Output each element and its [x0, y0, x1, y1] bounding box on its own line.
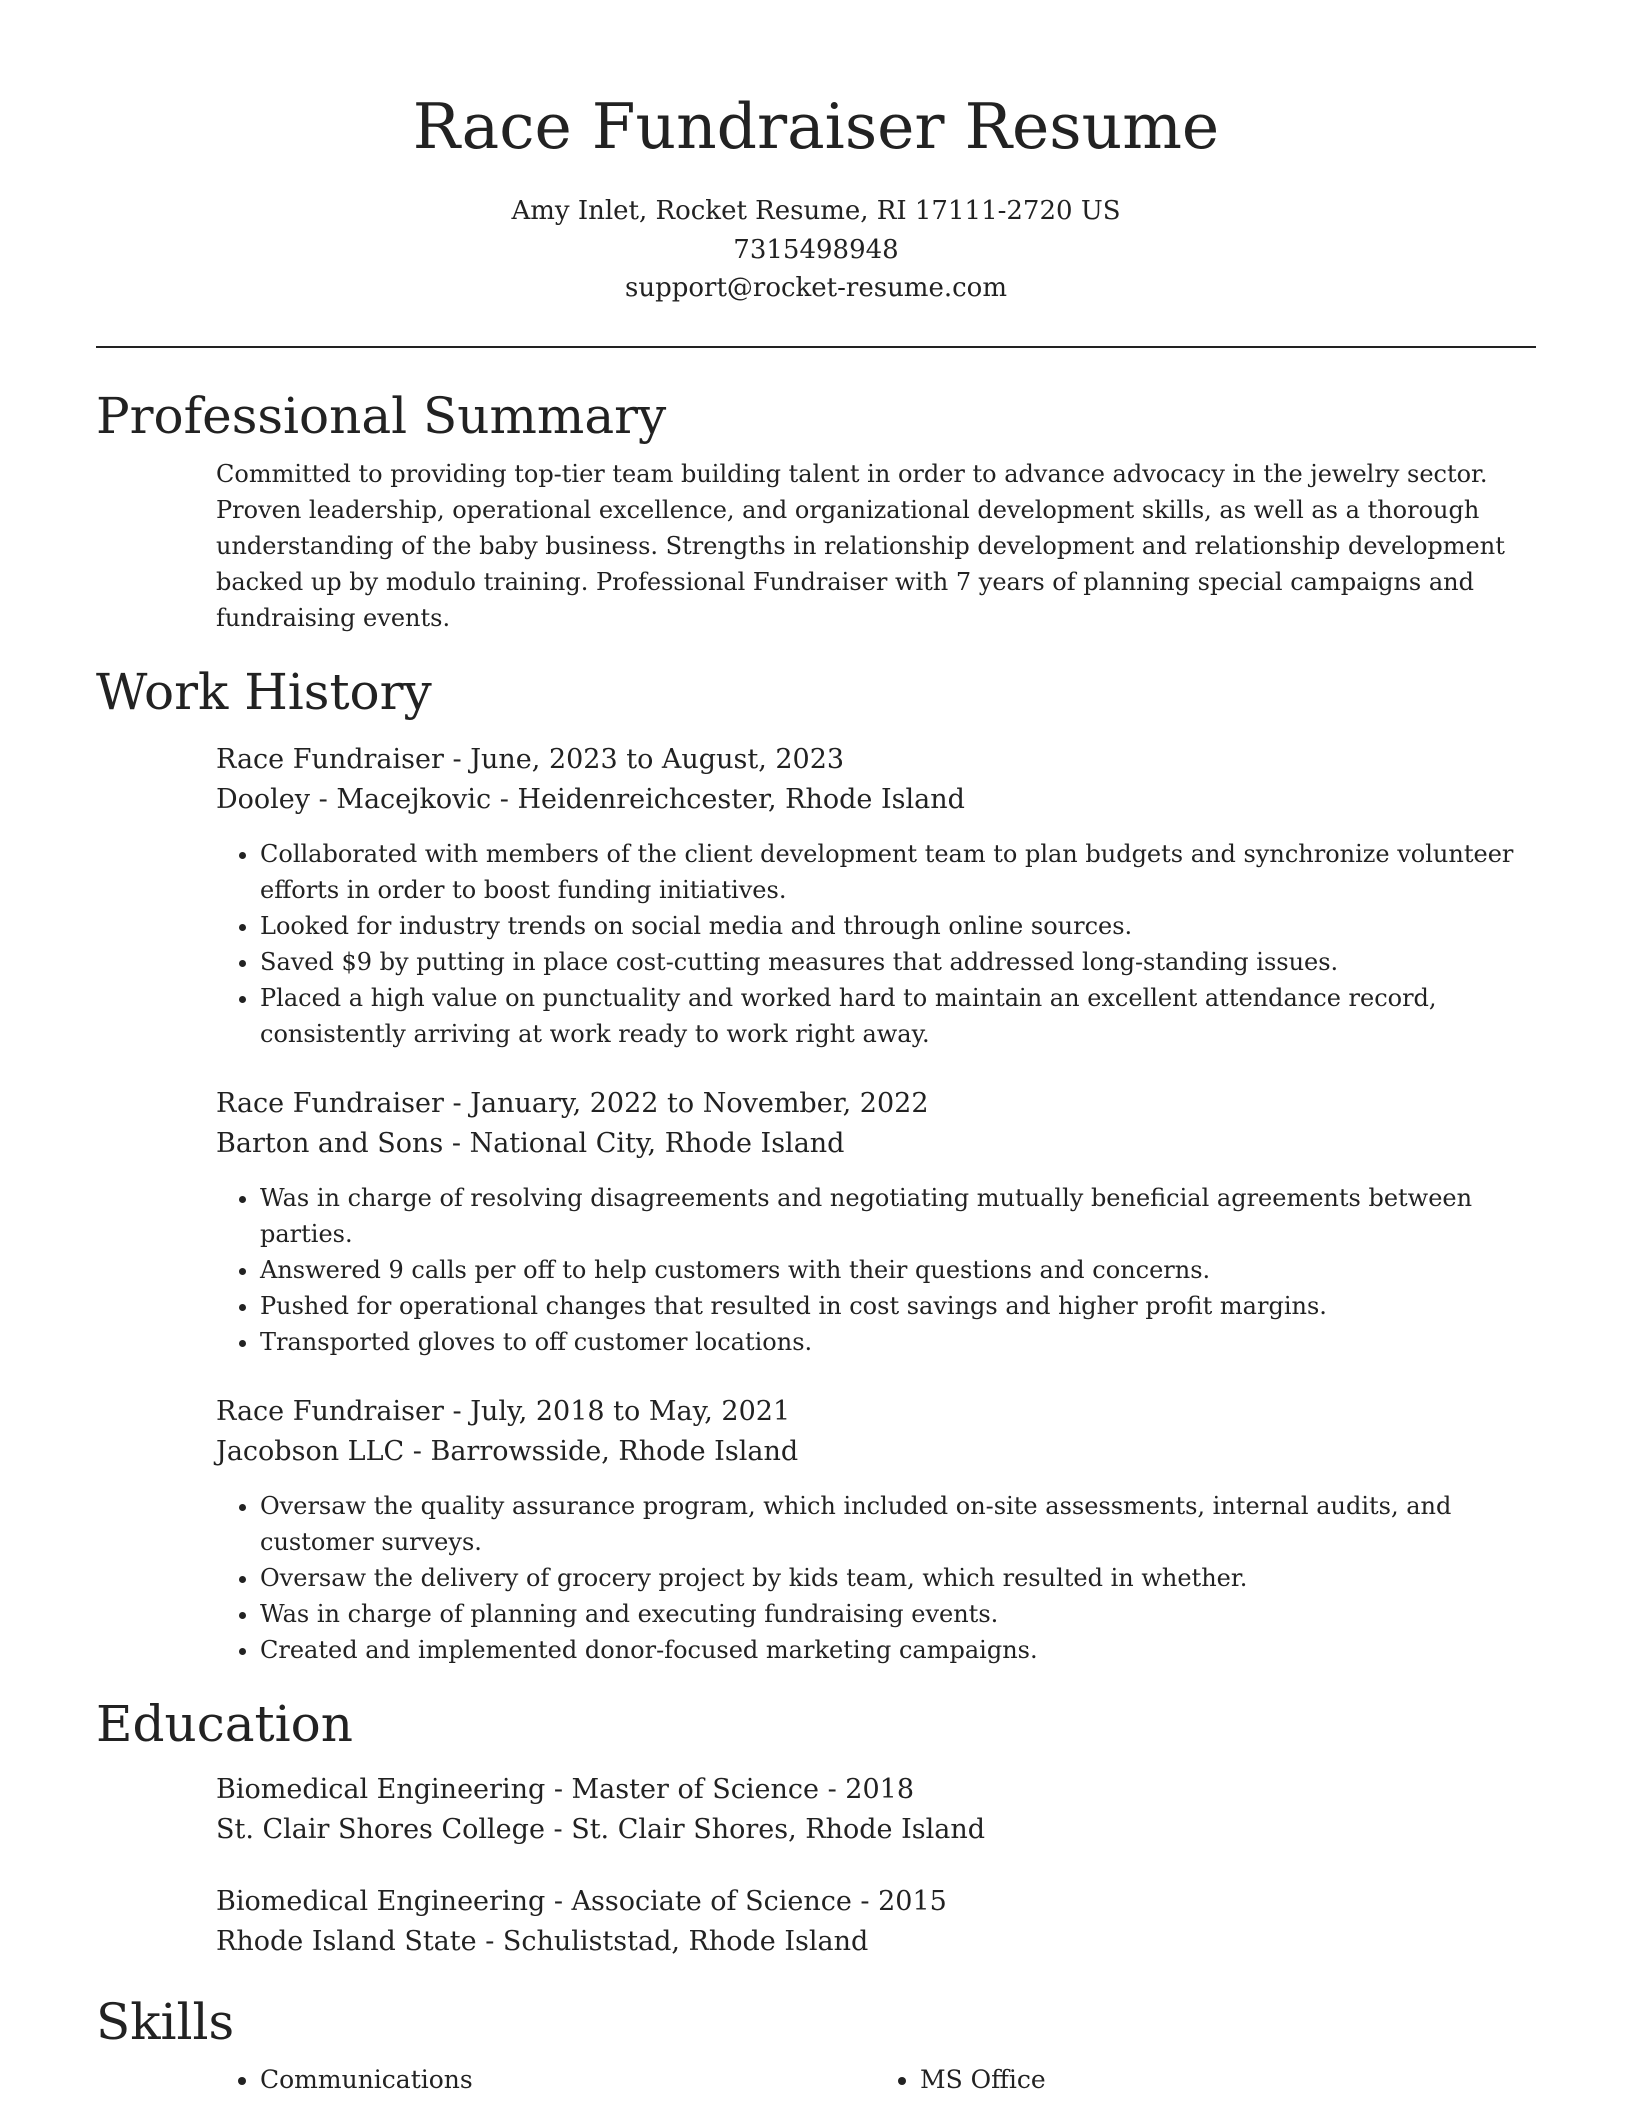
education-school: St. Clair Shores College — [216, 1813, 545, 1845]
education-location: - St. Clair Shores, Rhode Island — [544, 1813, 986, 1845]
skills-section — [96, 1990, 1536, 2098]
job-company-line — [216, 1124, 1536, 1164]
education-degree: Biomedical Engineering - Associate of Science — [216, 1885, 852, 1917]
job-bullet: • Collaborated with members of the client development team to plan budgets and synchronize volunteer efforts in order to boost funding initiatives. — [260, 836, 1536, 908]
resume-title: Race Fundraiser Resume — [412, 90, 1220, 163]
job-bullets — [216, 836, 1536, 1052]
skills-column-left — [216, 2062, 876, 2098]
job-bullet: • Answered 9 calls per off to help customers with their questions and concerns. — [260, 1252, 1536, 1288]
summary-section — [96, 384, 1536, 636]
skills-grid — [216, 2062, 1536, 2098]
job-bullet: • Was in charge of resolving disagreements and negotiating mutually beneficial agreements between parties. — [260, 1180, 1536, 1252]
skills-heading: Skills — [96, 1992, 235, 2051]
job-title-line — [216, 1084, 1536, 1124]
work-history-heading: Work History — [96, 662, 432, 721]
skills-column-right — [876, 2062, 1536, 2098]
job-title-line — [216, 740, 1536, 780]
job-entry — [216, 1392, 1536, 1668]
job-dates: - January, 2022 to November, 2022 — [443, 1087, 929, 1119]
education-school-line — [216, 1922, 1536, 1962]
job-bullet: • Created and implemented donor-focused marketing campaigns. — [260, 1632, 1536, 1668]
job-bullet: • Was in charge of planning and executing fundraising events. — [260, 1596, 1536, 1632]
job-bullet: • Transported gloves to off customer locations. — [260, 1324, 1536, 1360]
summary-heading: Professional Summary — [96, 386, 667, 445]
education-location: - Schuliststad, Rhode Island — [476, 1925, 869, 1957]
job-bullets — [216, 1488, 1536, 1668]
education-school-line — [216, 1810, 1536, 1850]
job-title-line — [216, 1392, 1536, 1432]
education-school: Rhode Island State — [216, 1925, 477, 1957]
education-year: - 2018 — [819, 1773, 915, 1805]
header-divider — [96, 346, 1536, 348]
job-entry — [216, 740, 1536, 1052]
contact-info — [96, 192, 1536, 308]
resume-page — [96, 0, 1536, 2098]
job-bullet: • Pushed for operational changes that resulted in cost savings and higher profit margins. — [260, 1288, 1536, 1324]
job-location: - Heidenreichcester, Rhode Island — [491, 783, 965, 815]
job-title: Race Fundraiser — [216, 1395, 444, 1427]
skill-item: • MS Office — [920, 2062, 1536, 2098]
education-entry — [216, 1882, 1536, 1962]
job-bullet: • Placed a high value on punctuality and worked hard to maintain an excellent attendance record, consistently arriving at work ready to work right away. — [260, 980, 1536, 1052]
job-dates: - July, 2018 to May, 2021 — [443, 1395, 791, 1427]
education-entry — [216, 1770, 1536, 1850]
job-company: Dooley - Macejkovic — [216, 783, 492, 815]
job-company: Jacobson LLC — [216, 1435, 405, 1467]
job-location: - Barrowsside, Rhode Island — [404, 1435, 799, 1467]
contact-address: Amy Inlet, Rocket Resume, RI 17111-2720 US — [511, 196, 1121, 226]
job-bullet: • Oversaw the quality assurance program, which included on-site assessments, internal audits, and customer surveys. — [260, 1488, 1536, 1560]
job-entry — [216, 1084, 1536, 1360]
summary-text: Committed to providing top-tier team building talent in order to advance advocacy in the jewelry sector. Proven leadership, operational excellence, and organizational development skills, as well as a thorough understanding of the baby business. Strengths in relationship development and relationship development backed up by modulo training. Professional Fundraiser with 7 years of planning special campaigns and fundraising events. — [216, 459, 1505, 632]
education-degree: Biomedical Engineering - Master of Science — [216, 1773, 820, 1805]
job-company: Barton and Sons — [216, 1127, 444, 1159]
job-title: Race Fundraiser — [216, 1087, 444, 1119]
education-year: - 2015 — [851, 1885, 947, 1917]
education-degree-line — [216, 1882, 1536, 1922]
job-company-line — [216, 1432, 1536, 1472]
job-bullet: • Oversaw the delivery of grocery project by kids team, which resulted in whether. — [260, 1560, 1536, 1596]
education-degree-line — [216, 1770, 1536, 1810]
job-bullet: • Saved $9 by putting in place cost-cutting measures that addressed long-standing issues. — [260, 944, 1536, 980]
job-company-line — [216, 780, 1536, 820]
education-heading: Education — [96, 1694, 353, 1753]
job-title: Race Fundraiser — [216, 743, 444, 775]
job-location: - National City, Rhode Island — [443, 1127, 845, 1159]
job-bullets — [216, 1180, 1536, 1360]
contact-phone: 7315498948 — [733, 234, 899, 265]
job-dates: - June, 2023 to August, 2023 — [443, 743, 845, 775]
job-bullet: • Looked for industry trends on social media and through online sources. — [260, 908, 1536, 944]
contact-email: support@rocket-resume.com — [624, 273, 1007, 303]
work-history-section — [96, 660, 1536, 1668]
education-section — [96, 1692, 1536, 1962]
skill-item: • Communications — [260, 2062, 876, 2098]
